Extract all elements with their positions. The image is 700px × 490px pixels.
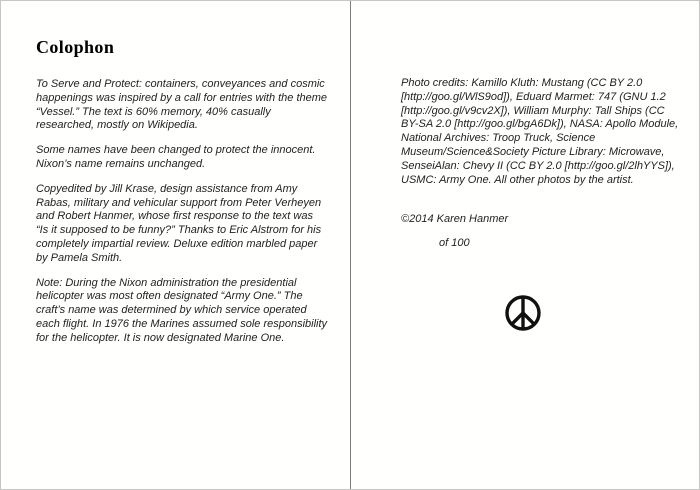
edition-number: of 100 (439, 237, 470, 250)
page-gutter-divider (350, 1, 351, 489)
colophon-paragraph-intro: To Serve and Protect: containers, conveyances and cosmic happenings was inspired by a call for entries with the theme “Vessel.” The text is 60% memory, 40% casually researched, mostly on Wikipedia. (36, 78, 328, 132)
photo-credits-text: Photo credits: Kamillo Kluth: Mustang (CC BY 2.0 [http://goo.gl/WlS9od]), Eduard Marmet: 747 (GNU 1.2 [http://goo.gl/v9cv2X]), William Murphy: Tall Ships (CC BY-SA 2.0 [http://goo.gl/bgA6Dk]), NASA: Apollo Module, National Archives: Troop Truck, Science Museum/Science&Society Picture Library: Microwave, SenseiAlan: Chevy II (CC BY 2.0 [http://goo.gl/2lhYYS]), USMC: Army One. All other photos by the artist. (401, 77, 679, 186)
page-left (36, 37, 328, 357)
colophon-heading: Colophon (36, 37, 115, 57)
colophon-paragraph-names: Some names have been changed to protect the innocent. Nixon’s name remains unchanged. (36, 144, 316, 170)
copyright-line: ©2014 Karen Hanmer (401, 213, 509, 226)
colophon-paragraph-note: Note: During the Nixon administration the presidential helicopter was most often designated “Army One.” The craft’s name was determined by which service operated each flight. In 1976 the Marines assumed sole responsibility for the helicopter. It is now designated Marine One. (36, 276, 328, 344)
peace-icon (503, 293, 543, 333)
page-right (401, 77, 679, 333)
colophon-paragraph-credits: Copyedited by Jill Krase, design assistance from Amy Rabas, military and vehicular support from Peter Verheyen and Robert Hanmer, whose first response to the text was “Is it supposed to be funny?” Thanks to Eric Alstrom for his completely impartial review. Deluxe edition marbled paper by Pamela Smith. (36, 182, 322, 264)
